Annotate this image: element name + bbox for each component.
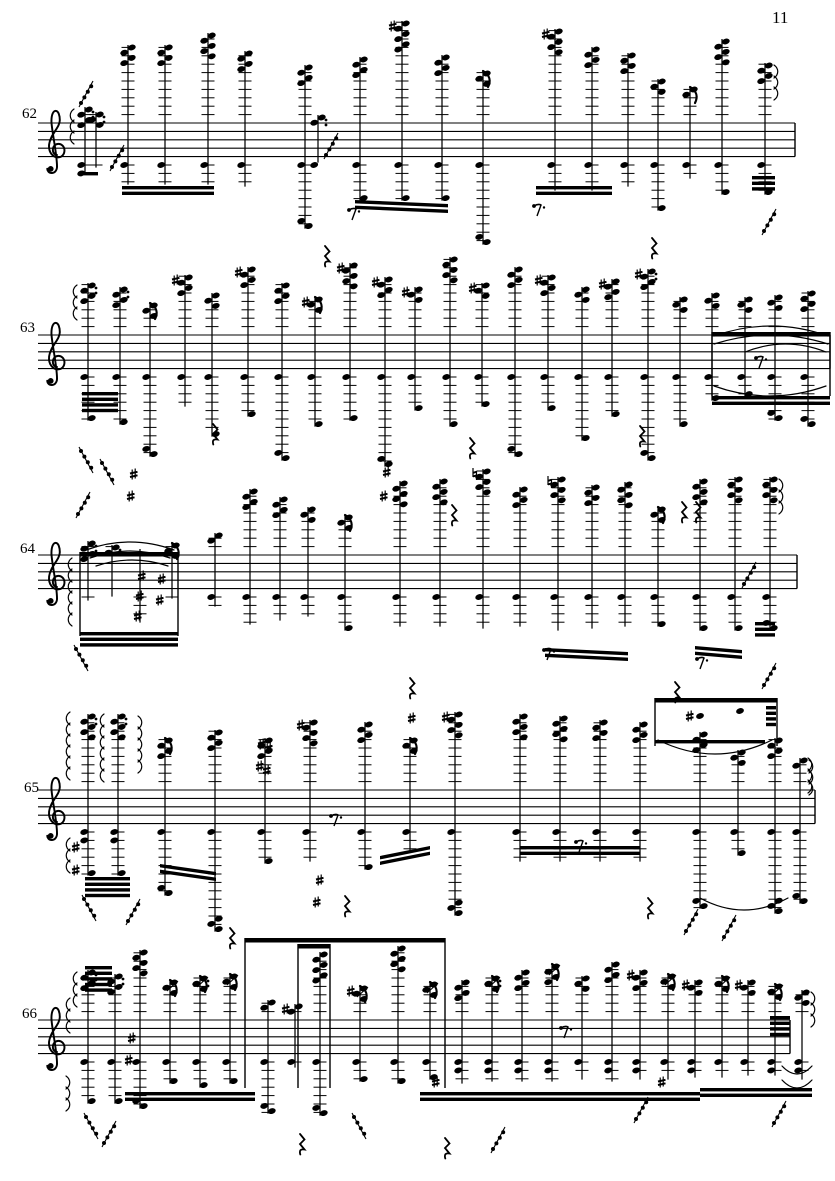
measure-number: 63: [20, 320, 35, 336]
measure-number: 65: [24, 780, 39, 796]
treble-clef-icon: [47, 323, 64, 385]
measure-number: 66: [22, 1006, 37, 1022]
system-measure-63: [20, 256, 830, 526]
treble-clef-icon: [47, 778, 64, 840]
system-measure-62: [22, 20, 795, 267]
measure-number: 64: [20, 541, 35, 557]
page-number: 11: [772, 8, 789, 27]
system-measure-64: [20, 468, 797, 703]
treble-clef-icon: [47, 543, 64, 605]
system-measure-66: [22, 938, 815, 1159]
treble-clef-icon: [47, 1008, 64, 1070]
treble-clef-icon: [47, 111, 64, 173]
system-measure-65: [24, 698, 815, 949]
measure-number: 62: [22, 106, 37, 122]
